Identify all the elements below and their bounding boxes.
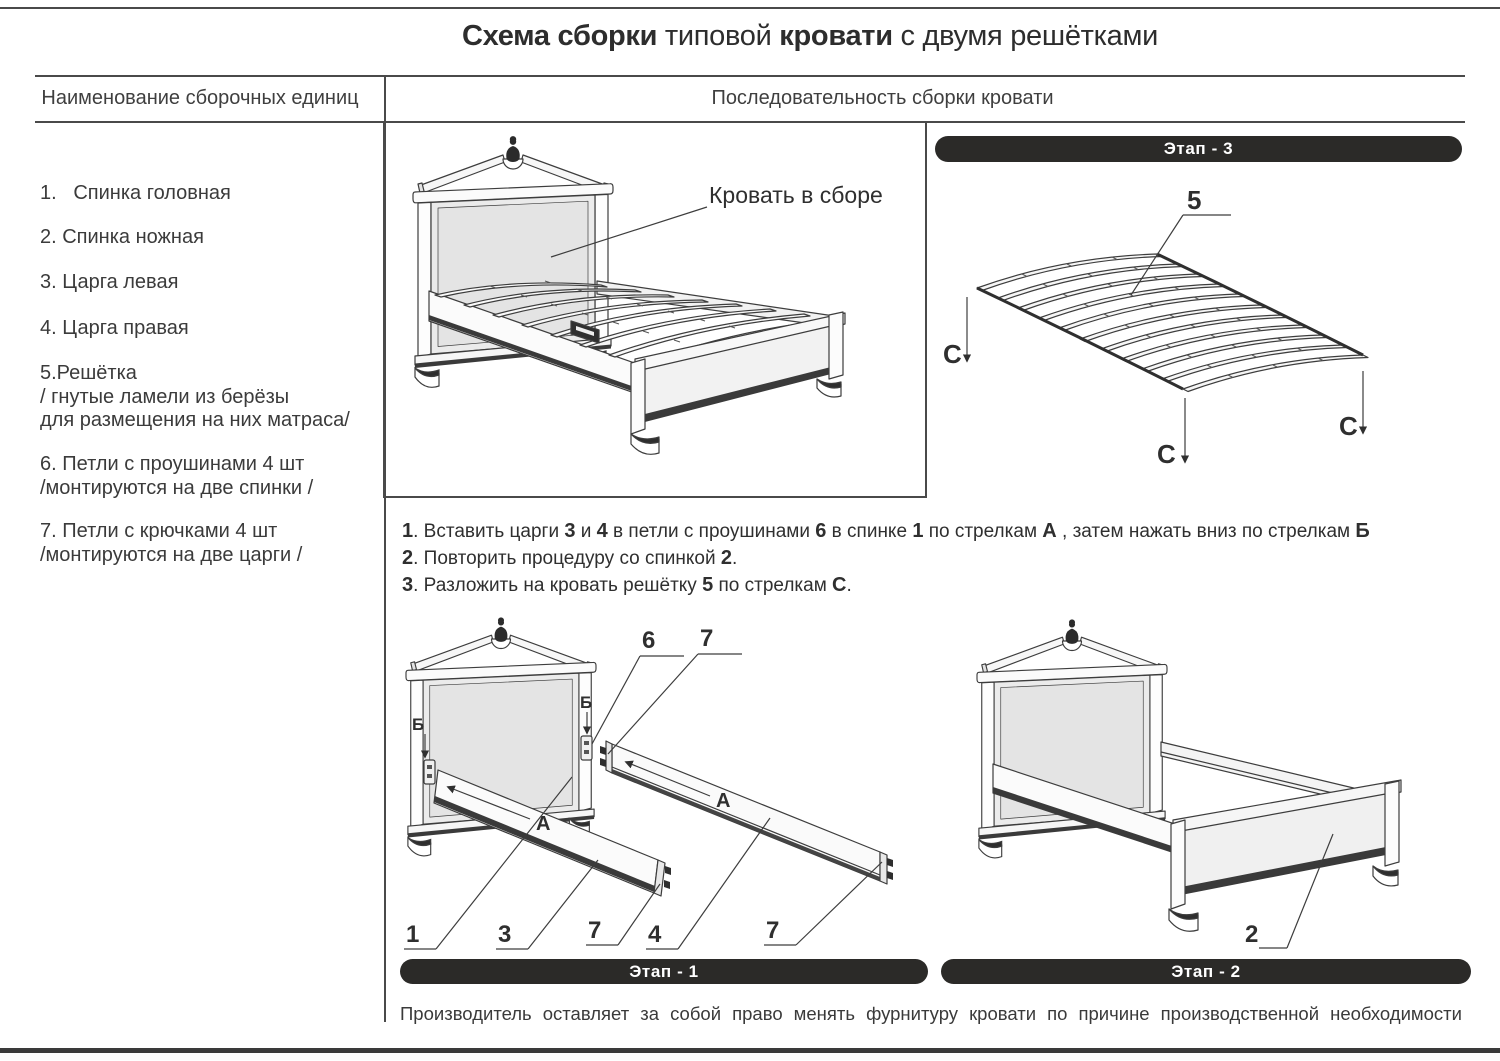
callout-4: 4: [648, 921, 662, 948]
parts-column-header: Наименование сборочных единиц: [41, 87, 359, 109]
instruction-line-1: 1. Вставить царги 3 и 4 в петли с проушинами 6 в спинке 1 по стрелкам А , затем нажать вниз по стрелкам Б: [402, 520, 1370, 542]
part-item-5: [40, 362, 385, 433]
part-item-subtext: /монтируются на две спинки /: [40, 476, 314, 499]
callout-7: 7: [588, 917, 602, 944]
part-item-text: 5.Решётка: [40, 362, 137, 384]
part-item-text: 7. Петли с крючками 4 шт: [40, 520, 278, 542]
arrow-label-c: С: [1157, 439, 1176, 469]
part-item-4: [40, 317, 385, 341]
page-title: Схема сборки типовой кровати с двумя решётками: [461, 20, 1159, 52]
instruction-line-3: 3. Разложить на кровать решётку 5 по стрелкам С.: [402, 574, 852, 596]
manufacturer-note: Производитель оставляет за собой право менять фурнитуру кровати по причине производственной необходимости: [400, 1003, 1462, 1024]
instruction-line-2: 2. Повторить процедуру со спинкой 2.: [402, 547, 738, 569]
part-item-text: 1. Спинка головная: [40, 182, 231, 204]
stage-1-pill: [400, 959, 928, 984]
assembly-instructions: [402, 518, 1472, 599]
stage-3-pill-label: Этап - 3: [1163, 139, 1234, 158]
stage-2-pill-label: Этап - 2: [1171, 961, 1241, 981]
callout-6: 6: [642, 627, 656, 654]
title-divider: [35, 75, 1465, 77]
part-item-text: 3. Царга левая: [40, 271, 179, 293]
arrow-label-a: А: [536, 813, 551, 835]
arrow-label-c: С: [943, 339, 962, 369]
overview-label: Кровать в сборе: [709, 182, 883, 208]
arrow-label-a: А: [716, 790, 731, 812]
stage-2-drawing: [945, 612, 1500, 957]
stage-3-drawing: [935, 165, 1470, 505]
bottom-border: [0, 1048, 1500, 1053]
stage-1-pill-label: Этап - 1: [629, 961, 699, 981]
part-item-text: 6. Петли с проушинами 4 шт: [40, 453, 305, 475]
stage-1-drawing: [390, 612, 935, 957]
part-item-subtext: /монтируются на две царги /: [40, 543, 303, 566]
callout-1: 1: [406, 921, 420, 948]
part-item-1: [40, 182, 385, 206]
callout-7: 7: [766, 917, 780, 944]
callout-7: 7: [700, 625, 714, 652]
part-item-text: 2. Спинка ножная: [40, 226, 204, 248]
arrow-label-b: Б: [580, 693, 593, 712]
top-border: [0, 7, 1500, 9]
part-item-6: [40, 453, 385, 500]
stage-3-pill: [935, 136, 1462, 162]
arrow-label-c: С: [1339, 411, 1358, 441]
part-item-3: [40, 271, 385, 295]
part-item-text: 4. Царга правая: [40, 317, 189, 339]
callout-5: 5: [1187, 185, 1202, 215]
callout-3: 3: [498, 921, 512, 948]
part-item-subtext: для размещения на них матраса/: [40, 409, 350, 431]
arrow-label-b: Б: [412, 715, 425, 734]
stage-2-pill: [941, 959, 1471, 984]
part-item-7: [40, 520, 385, 567]
part-item-subtext: / гнутые ламели из берёзы: [40, 385, 290, 408]
callout-2: 2: [1245, 921, 1259, 948]
sequence-column-header: Последовательность сборки кровати: [711, 87, 1054, 109]
part-item-2: [40, 226, 385, 250]
assembled-bed-drawing: [385, 123, 925, 496]
